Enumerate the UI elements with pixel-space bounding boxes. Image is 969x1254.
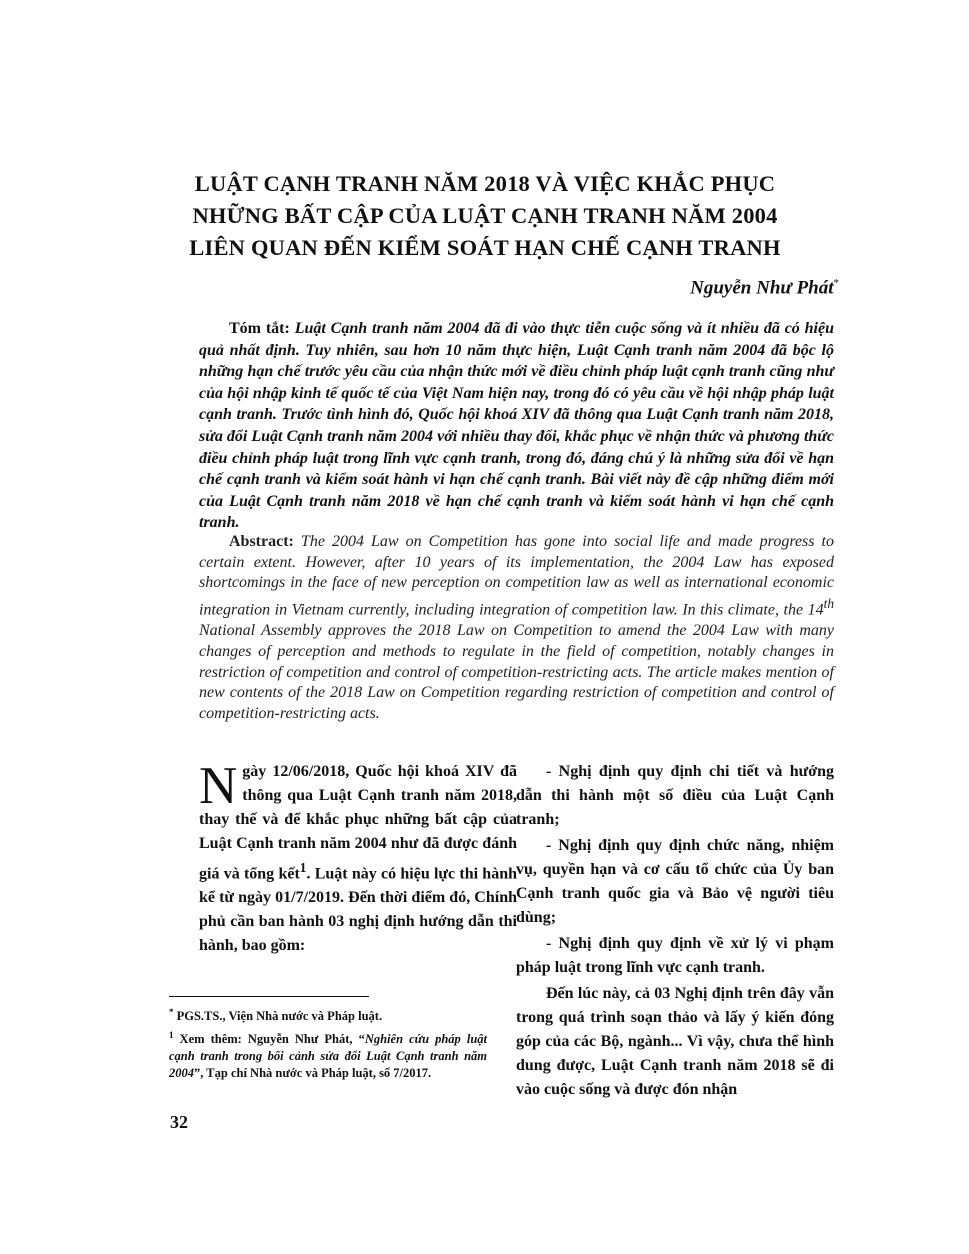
footnote-separator <box>169 996 369 997</box>
opening-text-part-1: gày 12/06/2018, Quốc hội khoá XIV đã thông qua Luật Cạnh tranh năm 2018, thay thế và để khắc phục những bất cập của Luật Cạnh tranh năm 2004 như đã được đánh giá và tổng kết <box>199 763 517 883</box>
article-title <box>150 168 820 264</box>
body-column-right <box>516 760 834 1104</box>
author-byline <box>690 277 839 299</box>
footnote-1 <box>169 1027 487 1082</box>
footnote-1-prefix: Xem thêm: Nguyễn Như Phát, “ <box>173 1032 365 1047</box>
footnotes <box>169 1004 487 1084</box>
footnote-author-mark: * <box>169 1007 174 1017</box>
summary-label: Tóm tắt: <box>229 320 290 337</box>
list-item-decree-3: - Nghị định quy định về xử lý vi phạm pháp luật trong lĩnh vực cạnh tranh. <box>516 935 834 976</box>
status-paragraph: Đến lúc này, cả 03 Nghị định trên đây vẫn trong quá trình soạn thảo và lấy ý kiến đóng góp của các Bộ, ngành... Vì vậy, chưa thể hình dung được, Luật Cạnh tranh năm 2018 sẽ đi vào cuộc sống và được đón nhận <box>516 985 834 1098</box>
body-column-left <box>199 757 518 958</box>
footnote-ref-1: 1 <box>299 860 307 875</box>
title-line-2: NHỮNG BẤT CẬP CỦA LUẬT CẠNH TRANH NĂM 2004 <box>192 203 778 228</box>
drop-cap: N <box>199 757 238 815</box>
title-line-1: LUẬT CẠNH TRANH NĂM 2018 VÀ VIỆC KHẮC PHỤC <box>194 171 776 196</box>
list-item-decree-2: - Nghị định quy định chức năng, nhiệm vụ, quyền hạn và cơ cấu tổ chức của Ủy ban Cạnh tranh quốc gia và Bảo vệ người tiêu dùng; <box>516 837 834 926</box>
summary-text: Luật Cạnh tranh năm 2004 đã đi vào thực tiễn cuộc sống và ít nhiều đã có hiệu quả nhất định. Tuy nhiên, sau hơn 10 năm thực hiện, Luật Cạnh tranh năm 2004 đã bộc lộ những hạn chế trước yêu cầu của nhận thức mới về điều chỉnh pháp luật cạnh tranh cũng như của hội nhập kinh tế quốc tế của Việt Nam hiện nay, trong đó có yêu cầu về hội nhập pháp luật cạnh tranh. Trước tình hình đó, Quốc hội khoá XIV đã thông qua Luật Cạnh tranh năm 2018, sửa đổi Luật Cạnh tranh năm 2004 với nhiều thay đổi, khắc phục về nhận thức và phương thức điều chỉnh pháp luật trong lĩnh vực cạnh tranh, trong đó, đáng chú ý là những sửa đổi về hạn chế cạnh tranh và kiểm soát hành vi hạn chế cạnh tranh. Bài viết này đề cập những điểm mới của Luật Cạnh tranh năm 2018 về hạn chế cạnh tranh và kiểm soát hành vi hạn chế cạnh tranh. <box>199 320 834 532</box>
footnote-author <box>169 1004 487 1025</box>
abstract-superscript: th <box>823 596 834 612</box>
footnote-1-title: Nghiên cứu pháp luật cạnh tranh trong bối cảnh sửa đổi Luật Cạnh tranh năm 2004 <box>169 1032 487 1081</box>
abstract-text-part-1: The 2004 Law on Competition has gone into social life and made progress to certain extent. However, after 10 years of its implementation, the 2004 Law has exposed shortcomings in the face of new perception on competition law as well as international economic integration in Vietnam currently, including integration of competition law. In this climate, the 14 <box>199 533 834 619</box>
author-footnote-mark: * <box>833 277 839 289</box>
vietnamese-summary <box>199 318 834 534</box>
footnote-1-suffix: ”, Tạp chí Nhà nước và Pháp luật, số 7/2017. <box>194 1066 432 1081</box>
author-name: Nguyễn Như Phát <box>690 277 834 299</box>
abstract-label: Abstract: <box>229 533 294 550</box>
footnote-1-mark: 1 <box>169 1030 174 1041</box>
opening-paragraph <box>199 757 518 958</box>
footnote-author-text: PGS.TS., Viện Nhà nước và Pháp luật. <box>173 1009 383 1024</box>
opening-text-part-2: . Luật này có hiệu lực thi hành kể từ ngày 01/7/2019. Đến thời điểm đó, Chính phủ cần ban hành 03 nghị định hướng dẫn thi hành, bao gồm: <box>199 865 518 955</box>
abstract-text-part-2: National Assembly approves the 2018 Law on Competition to amend the 2004 Law with many changes of perception and methods to regulate in the field of competition, notably changes in restriction of competition and control of competition-restricting acts. The article makes mention of new contents of the 2018 Law on Competition regarding restriction of competition and control of competition-restricting acts. <box>199 622 834 722</box>
list-item-decree-1: - Nghị định quy định chi tiết và hướng dẫn thi hành một số điều của Luật Cạnh tranh; <box>516 763 834 828</box>
title-line-3: LIÊN QUAN ĐẾN KIỂM SOÁT HẠN CHẾ CẠNH TRANH <box>189 235 781 260</box>
english-abstract <box>199 532 834 725</box>
page-number: 32 <box>170 1112 188 1132</box>
